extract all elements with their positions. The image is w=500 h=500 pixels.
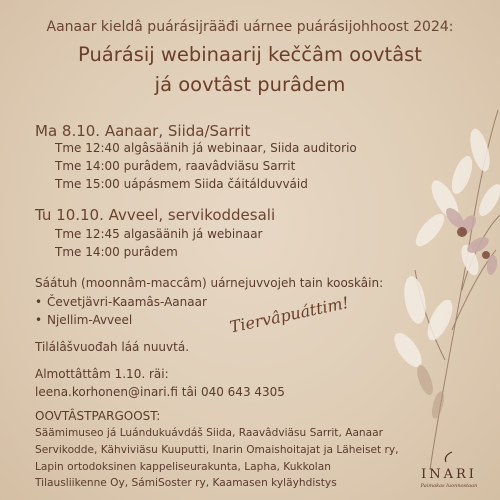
event-day-2-item: Tme 14:00 purâdem [55,245,178,259]
logo-swirl-icon [442,451,456,463]
title-line-2: já oovtâst purâdem [154,73,346,96]
registration-contact: leena.korhonen@inari.fi tâi 040 643 4305 [35,385,285,399]
transport-route [35,313,132,327]
transport-route-label: Čevetjävri-Kaamâs-Aanaar [47,295,207,309]
organizers-line: Tilausliikenne Oy, SámiSoster ry, Kaamasen kyläyhdistys [35,477,337,489]
transport-route-label: Njellim-Avveel [47,313,133,327]
transport-route [35,295,207,309]
logo-name: INARI [421,467,477,482]
organizers-heading: OOVTÂSTPARGOOST: [35,409,161,423]
bullet-icon: • [35,313,43,327]
inari-logo [414,448,484,489]
event-day-1-item: Tme 14:00 purâdem, raavâdviäsu Sarrit [55,159,296,173]
registration-deadline: Almottâttâm 1.10. räi: [35,367,169,381]
organizers-line: Lapin ortodoksinen kappeliseurakunta, Lapha, Kukkolan [35,461,331,473]
free-of-charge-note: Tilálâšvuođah láá nuuvtá. [35,340,190,354]
transport-intro: Sáátuh (moonnâm-maccâm) uárnejuvvojeh tain kooskâin: [35,276,384,290]
organizers-line: Säämimuseo já Luándukuávdáš Siida, Raavâdviäsu Sarrit, Aanaar [35,427,383,439]
bullet-icon: • [35,295,43,309]
logo-tagline: Paimakas luonnostaan [420,483,478,489]
event-day-2-heading: Tu 10.10. Avveel, servikoddesali [35,206,276,224]
organizers-line: Servikodde, Kähviviäsu Kuuputti, Inarin Omaishoitajat ja Läheiset ry, [35,444,399,456]
event-day-1-item: Tme 12:40 algâsäänih já webinaar, Siida auditorio [55,141,357,155]
event-series-subtitle: Aanaar kieldâ puárásijrääđi uárnee puárásijohhoost 2024: [46,19,454,35]
title-line-1: Puárásij webinaarij keččâm oovtâst [78,43,422,66]
event-day-2-item: Tme 12:45 algasäänih já webinaar [55,227,263,241]
event-day-1-heading: Ma 8.10. Aanaar, Siida/Sarrit [35,122,251,140]
event-day-1-item: Tme 15:00 uápásmem Siida čáitálduvváid [55,177,308,191]
welcome-greeting: Tiervâpuáttim! [228,292,351,337]
